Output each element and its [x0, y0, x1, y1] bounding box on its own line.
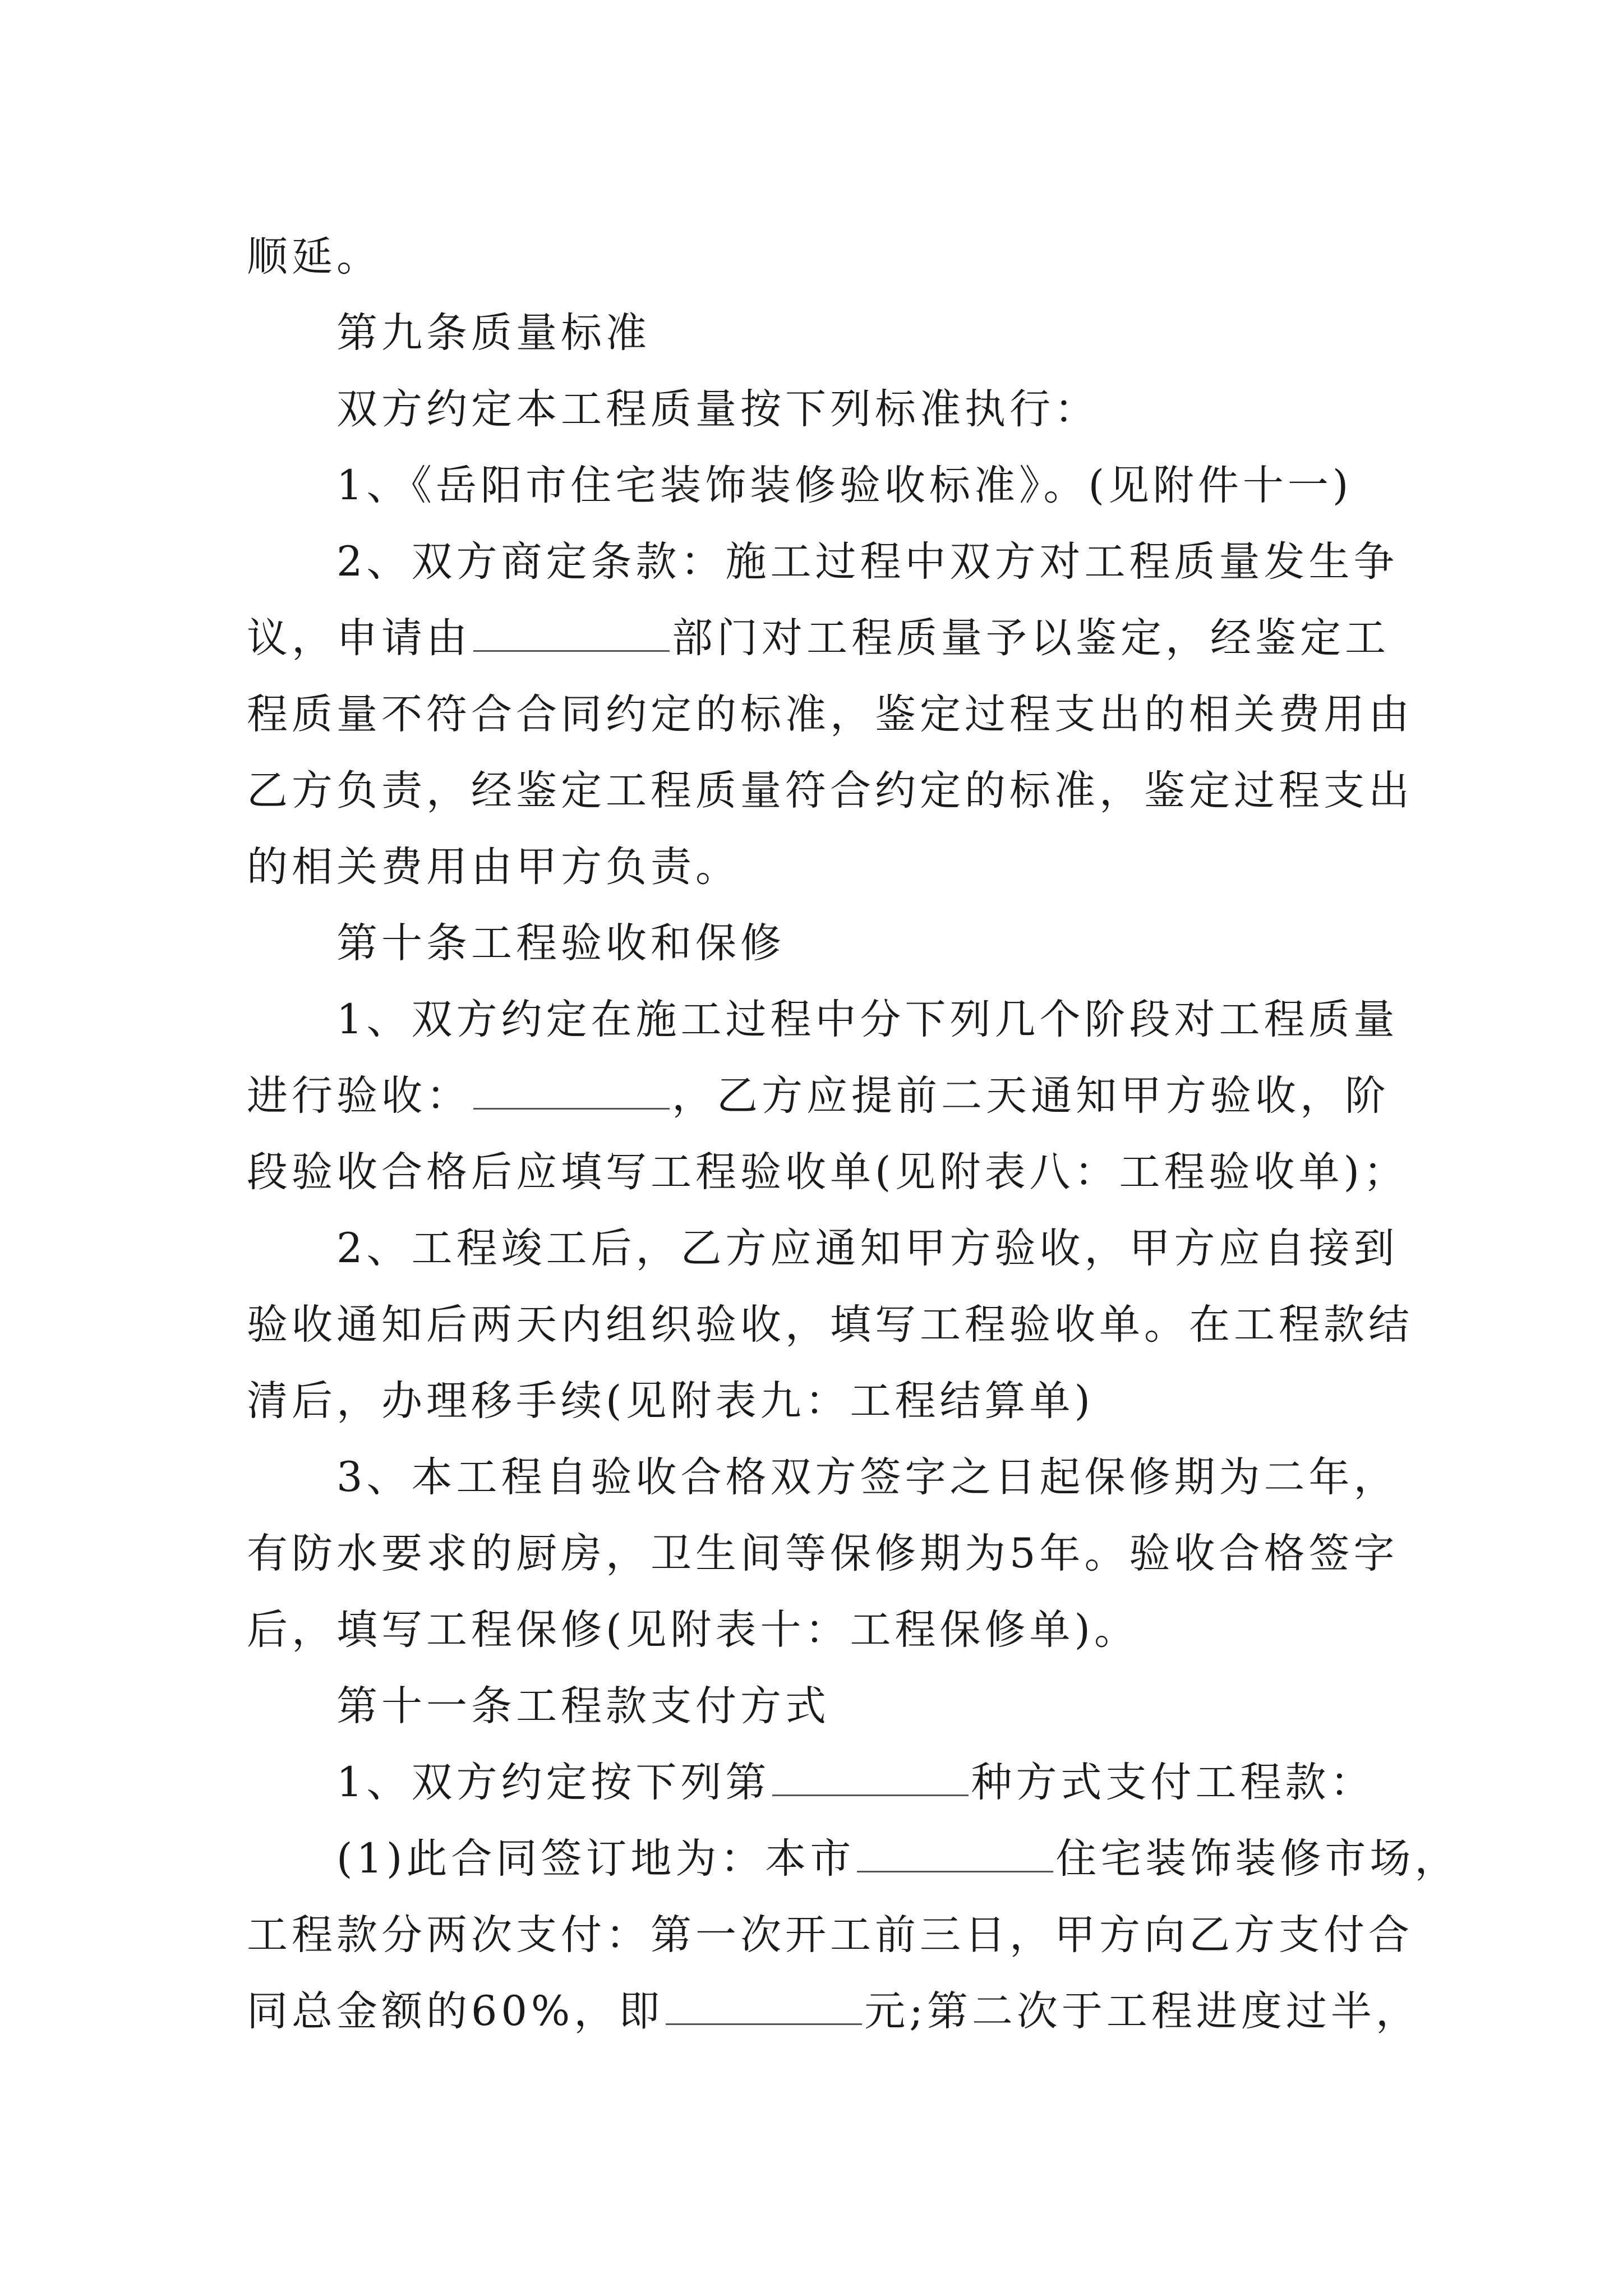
section-heading	[247, 295, 1385, 371]
text-line	[247, 829, 1385, 905]
text-line	[247, 1134, 1408, 1211]
line-text: 段验收合格后应填写工程验收单(见附表八：工程验收单)；	[247, 1148, 1408, 1196]
text-line	[247, 219, 1385, 295]
line-text: ，乙方应提前二天通知甲方验收，阶	[672, 1072, 1390, 1120]
line-text: 部门对工程质量予以鉴定，经鉴定工	[672, 614, 1390, 662]
line-text: 住宅装饰装修市场，	[1055, 1835, 1460, 1883]
text-line	[247, 448, 1385, 524]
section-heading	[247, 905, 1385, 982]
text-line	[247, 371, 1385, 448]
line-text: 工程款分两次支付：第一次开工前三日，甲方向乙方支付合	[247, 1911, 1413, 1959]
fill-in-blank	[857, 1837, 1053, 1872]
line-text: 第十一条工程款支付方式	[336, 1682, 830, 1730]
line-text: 1、双方约定在施工过程中分下列几个阶段对工程质量	[336, 996, 1399, 1043]
text-line	[247, 1897, 1413, 1973]
fill-in-blank	[473, 616, 670, 652]
line-text: 清后，办理移手续(见附表九：工程结算单)	[247, 1377, 1094, 1425]
text-line	[247, 1439, 1399, 1516]
line-text: 程质量不符合合同约定的标准，鉴定过程支出的相关费用由	[247, 691, 1413, 738]
document-page	[247, 219, 1460, 2050]
fill-in-blank	[473, 1074, 670, 1110]
text-line	[247, 1592, 1385, 1668]
text-line	[247, 1973, 1421, 2050]
line-text: 的相关费用由甲方负责。	[247, 843, 740, 891]
line-text: 进行验收：	[247, 1072, 471, 1120]
section-heading	[247, 1668, 1385, 1745]
line-text: 1、双方约定按下列第	[336, 1759, 771, 1806]
line-text: 验收通知后两天内组织验收，填写工程验收单。在工程款结	[247, 1301, 1413, 1349]
line-text: 种方式支付工程款：	[971, 1759, 1375, 1806]
line-text: 同总金额的60%，即	[247, 1987, 664, 2035]
text-line	[247, 1821, 1460, 1897]
line-text: 顺延。	[247, 233, 381, 280]
line-text: 3、本工程自验收合格双方签字之日起保修期为二年，	[336, 1453, 1399, 1501]
fill-in-blank	[772, 1761, 969, 1796]
line-text: 2、双方商定条款：施工过程中双方对工程质量发生争	[336, 538, 1399, 586]
line-text: 1、《岳阳市住宅装饰装修验收标准》。(见附件十一)	[336, 462, 1353, 509]
fill-in-blank	[666, 1990, 862, 2025]
line-text: 乙方负责，经鉴定工程质量符合约定的标准，鉴定过程支出	[247, 767, 1413, 815]
text-line	[247, 753, 1413, 829]
line-text: 有防水要求的厨房，卫生间等保修期为5年。验收合格签字	[247, 1530, 1399, 1577]
line-text: 双方约定本工程质量按下列标准执行：	[336, 385, 1099, 433]
line-text: 2、工程竣工后，乙方应通知甲方验收，甲方应自接到	[336, 1225, 1399, 1272]
line-text: 第十条工程验收和保修	[336, 919, 785, 967]
text-line	[247, 1363, 1385, 1439]
line-text: 第九条质量标准	[336, 309, 651, 357]
text-line	[247, 677, 1413, 753]
line-text: (1)此合同签订地为：本市	[336, 1835, 855, 1883]
text-line	[247, 1211, 1399, 1287]
text-line	[247, 1287, 1413, 1363]
line-text: 元;第二次于工程进度过半，	[864, 1987, 1421, 2035]
line-text: 后，填写工程保修(见附表十：工程保修单)。	[247, 1606, 1139, 1654]
line-text: 议，申请由	[247, 614, 471, 662]
text-line	[247, 1516, 1399, 1592]
text-line	[247, 600, 1390, 677]
text-line	[247, 524, 1399, 600]
text-line	[247, 1058, 1390, 1134]
text-line	[247, 1745, 1385, 1821]
text-line	[247, 982, 1399, 1058]
